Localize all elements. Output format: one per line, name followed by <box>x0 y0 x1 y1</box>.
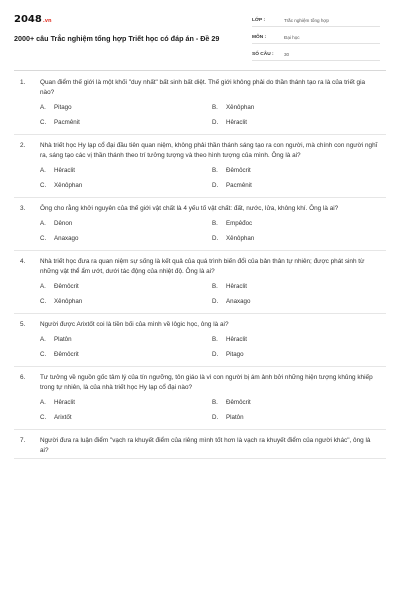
option-letter: B. <box>212 399 218 406</box>
option-text: Hêraclit <box>54 167 75 174</box>
answer-option[interactable] <box>212 119 384 126</box>
question-text: Ông cho rằng khởi nguyên của thế giới vật chất là 4 yếu tố vật chất: đất, nước, lửa, không khí. Ông là ai? <box>40 205 339 212</box>
answer-option[interactable] <box>212 283 384 290</box>
question-item <box>14 373 386 430</box>
option-text: Đêmôcrit <box>226 399 251 406</box>
answer-option[interactable] <box>212 235 384 242</box>
option-letter: C. <box>40 235 47 242</box>
logo-number: 2048 <box>14 14 42 25</box>
answer-option[interactable] <box>40 351 212 358</box>
question-text-row <box>14 78 386 98</box>
option-letter: B. <box>212 283 218 290</box>
answer-option[interactable] <box>212 414 384 421</box>
meta-key: SỐ CÂU : <box>252 51 274 57</box>
option-text: Xênôphan <box>54 298 83 305</box>
question-item <box>14 141 386 198</box>
option-letter: D. <box>212 414 219 421</box>
question-text: Người được Arixtốt coi là tiền bối của mình về lôgic học, ông là ai? <box>40 321 229 328</box>
question-text-row <box>14 257 386 277</box>
option-letter: B. <box>212 104 218 111</box>
meta-value: 30 <box>284 51 290 57</box>
question-item <box>14 78 386 135</box>
option-text: Hêraclit <box>226 119 247 126</box>
option-letter: A. <box>40 104 46 111</box>
answer-option[interactable] <box>40 167 212 174</box>
answer-option[interactable] <box>40 104 212 111</box>
answer-option[interactable] <box>212 167 384 174</box>
option-text: Hêraclit <box>226 336 247 343</box>
meta-key: LỚP : <box>252 17 266 23</box>
question-list <box>14 78 386 465</box>
option-text: Đêmôcrit <box>54 351 79 358</box>
option-letter: A. <box>40 336 46 343</box>
option-text: Empêđoc <box>226 220 253 227</box>
question-text: Người đưa ra luận điểm "vạch ra khuyết điểm của riêng mình tốt hơn là vạch ra khuyết điểm của người khác", ông là ai? <box>40 437 371 454</box>
answer-option[interactable] <box>40 235 212 242</box>
page-title: 2000+ câu Trắc nghiệm tổng hợp Triết học có đáp án - Đề 29 <box>14 34 220 43</box>
answer-option[interactable] <box>40 220 212 227</box>
option-text: Hêraclit <box>54 399 75 406</box>
answer-option[interactable] <box>40 119 212 126</box>
option-text: Anaxago <box>226 298 251 305</box>
question-number: 1. <box>20 79 26 86</box>
answer-options <box>40 336 386 358</box>
answer-option[interactable] <box>212 182 384 189</box>
answer-option[interactable] <box>40 283 212 290</box>
question-text: Nhà triết học Hy lạp cổ đại đầu tiên quan niệm, không phải thần thánh sáng tạo ra con người, mà chính con người nghĩ ra, sáng tạo các vị thần thánh theo trí tưởng tượng và theo hình tượng của mình. Ông là ai? <box>40 142 378 159</box>
answer-options <box>40 220 386 242</box>
option-text: Platôn <box>226 414 244 421</box>
option-letter: D. <box>212 298 219 305</box>
question-number: 2. <box>20 142 26 149</box>
option-text: Dênon <box>54 220 73 227</box>
option-text: Pacmênit <box>54 119 80 126</box>
answer-options <box>40 399 386 421</box>
option-letter: B. <box>212 336 218 343</box>
answer-option[interactable] <box>212 298 384 305</box>
header-divider <box>14 70 386 71</box>
option-letter: C. <box>40 351 47 358</box>
answer-options <box>40 283 386 305</box>
meta-row-subject <box>252 31 380 44</box>
option-letter: B. <box>212 167 218 174</box>
question-number: 7. <box>20 437 26 444</box>
option-text: Xênôphan <box>54 182 83 189</box>
question-item <box>14 436 386 459</box>
option-letter: C. <box>40 298 47 305</box>
answer-option[interactable] <box>212 399 384 406</box>
option-letter: A. <box>40 220 46 227</box>
meta-row-count <box>252 48 380 61</box>
answer-option[interactable] <box>40 298 212 305</box>
answer-options <box>40 104 386 126</box>
answer-options <box>40 167 386 189</box>
question-item <box>14 257 386 314</box>
option-letter: C. <box>40 414 47 421</box>
option-text: Pitago <box>54 104 72 111</box>
question-number: 5. <box>20 321 26 328</box>
option-letter: A. <box>40 283 46 290</box>
meta-value: Đại học <box>284 34 300 40</box>
question-number: 6. <box>20 374 26 381</box>
question-item <box>14 320 386 367</box>
question-text-row <box>14 141 386 161</box>
option-text: Pitago <box>226 351 244 358</box>
question-text: Nhà triết học đưa ra quan niệm sự sống là kết quả của quá trình biến đổi của bản thân tự nhiên; được phát sinh từ những vật thể ẩm ướt, dưới tác động của nhiệt độ. Ông là ai? <box>40 258 365 275</box>
answer-option[interactable] <box>212 351 384 358</box>
option-text: Platôn <box>54 336 72 343</box>
meta-key: MÔN : <box>252 34 267 40</box>
option-text: Pacmênit <box>226 182 252 189</box>
header <box>0 0 400 62</box>
question-text-row <box>14 320 386 330</box>
option-letter: B. <box>212 220 218 227</box>
question-text: Quan điểm thế giới là một khối "duy nhất" bất sinh bất diệt. Thế giới không phải do thần thánh tạo ra là của triết gia nào? <box>40 79 366 96</box>
option-letter: D. <box>212 351 219 358</box>
answer-option[interactable] <box>40 182 212 189</box>
meta-value: Trắc nghiệm tổng hợp <box>284 17 329 23</box>
answer-option[interactable] <box>212 336 384 343</box>
question-text-row <box>14 436 386 456</box>
option-letter: C. <box>40 182 47 189</box>
option-text: Đêmôcrit <box>226 167 251 174</box>
question-item <box>14 204 386 251</box>
answer-option[interactable] <box>40 414 212 421</box>
option-text: Xênôphan <box>226 235 255 242</box>
answer-option[interactable] <box>40 336 212 343</box>
option-text: Xênôphan <box>226 104 255 111</box>
answer-option[interactable] <box>40 399 212 406</box>
answer-option[interactable] <box>212 220 384 227</box>
option-text: Arixtốt <box>54 414 72 421</box>
option-letter: D. <box>212 182 219 189</box>
question-number: 4. <box>20 258 26 265</box>
option-letter: A. <box>40 399 46 406</box>
option-letter: A. <box>40 167 46 174</box>
option-text: Đêmôcrit <box>54 283 79 290</box>
site-logo[interactable] <box>14 14 52 25</box>
question-text-row <box>14 373 386 393</box>
answer-option[interactable] <box>212 104 384 111</box>
meta-panel <box>252 14 380 65</box>
question-number: 3. <box>20 205 26 212</box>
question-text-row <box>14 204 386 214</box>
logo-tld: .vn <box>42 18 52 24</box>
question-text: Tư tưởng về nguồn gốc tâm lý của tín ngưỡng, tôn giáo là vì con người bị ám ảnh bởi những hiện tượng khủng khiếp trong tự nhiên, là của nhà triết học Hy lạp cổ đại nào? <box>40 374 373 391</box>
option-letter: D. <box>212 235 219 242</box>
option-text: Hêraclit <box>226 283 247 290</box>
option-letter: C. <box>40 119 47 126</box>
option-text: Anaxago <box>54 235 79 242</box>
meta-row-class <box>252 14 380 27</box>
option-letter: D. <box>212 119 219 126</box>
